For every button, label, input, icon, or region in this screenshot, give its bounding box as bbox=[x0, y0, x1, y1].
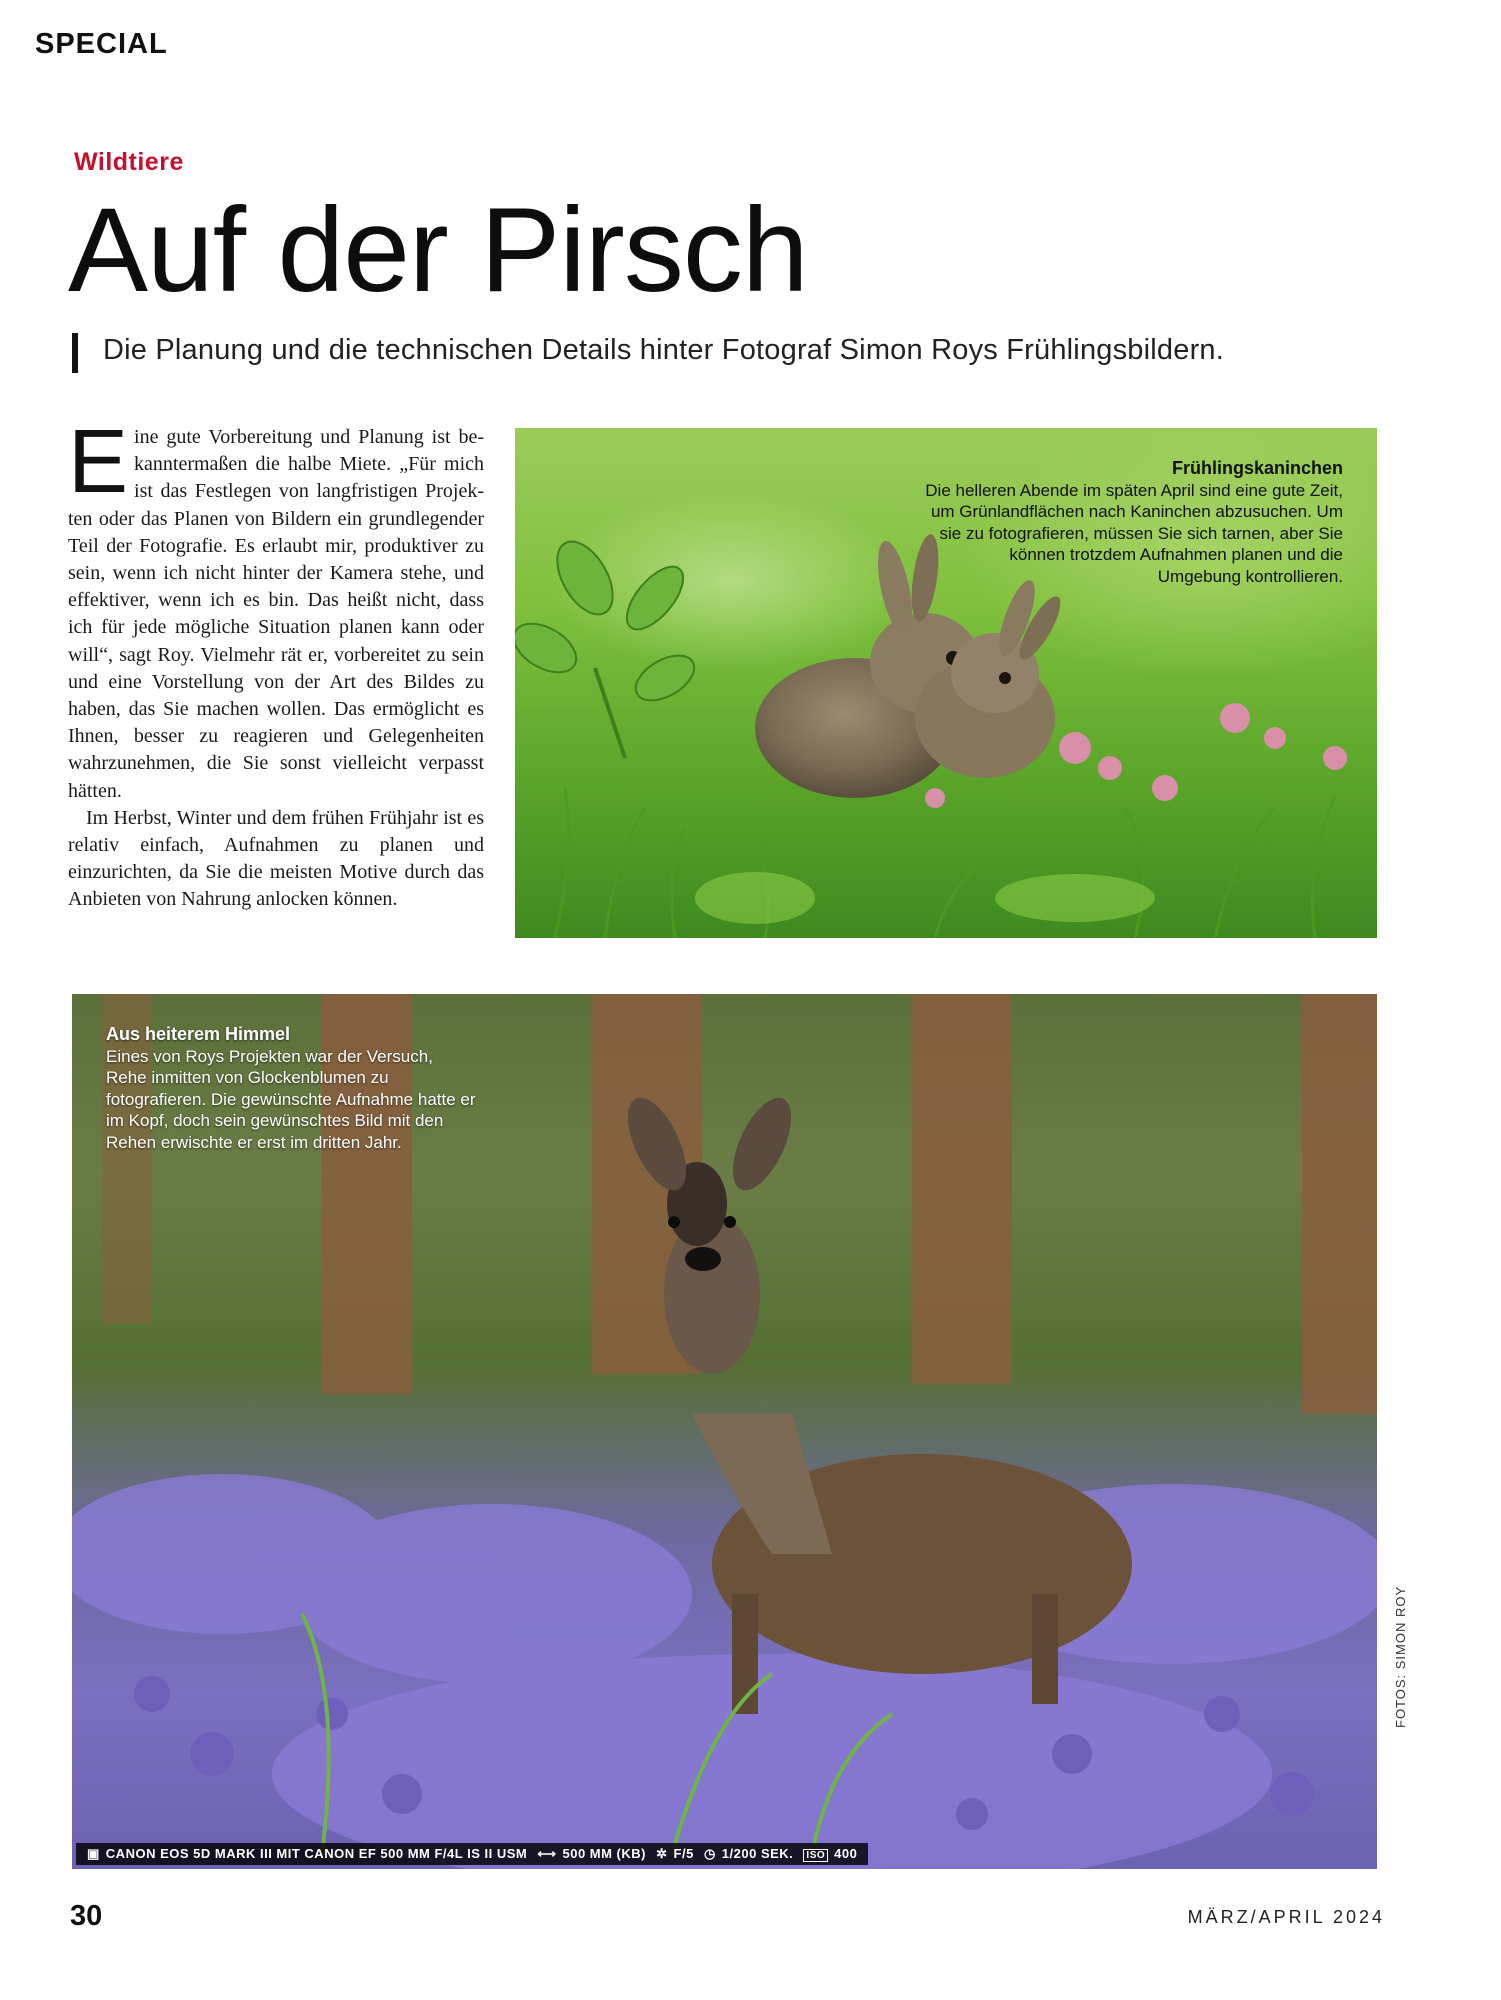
rabbits-caption-title: Frühlingskaninchen bbox=[1171, 458, 1343, 478]
page-number: 30 bbox=[70, 1900, 103, 1932]
drop-cap: E bbox=[68, 412, 129, 512]
exif-shutter: 1/200 SEK. bbox=[721, 1846, 794, 1861]
focal-length-icon: ⟷ bbox=[537, 1846, 557, 1861]
body-text bbox=[68, 412, 484, 914]
iso-label: ISO bbox=[803, 1849, 828, 1862]
shutter-icon: ◷ bbox=[703, 1846, 716, 1861]
deer-photo bbox=[72, 994, 1377, 1869]
article-title: Auf der Pirsch bbox=[68, 183, 808, 317]
deck-bar bbox=[72, 333, 78, 373]
deer-caption-text: Eines von Roys Projekten war der Versuch, Rehe inmitten von Glockenblumen zu fotografieren. Die gewünschte Aufnahme hatte er im Kopf, doch sein gewünschtes Bild mit den Rehen erwischte er erst im dritten Jahr. bbox=[106, 1046, 476, 1152]
camera-icon: ▣ bbox=[87, 1846, 100, 1861]
paragraph-1-text: ine gute Vorbereitung und Planung ist bekanntermaßen die halbe Miete. „Für mich ist das Festlegen von langfristigen Projekten oder das Planen von Bildern ein grundlegender Teil der Fotografie. Es erlaubt mir, produktiver zu sein, wenn ich nicht hinter der Kamera stehe, und effektiver, wenn ich es bin. Das heißt nicht, dass ich für jede mögliche Situation planen kann oder will“, sagt Roy. Vielmehr rät er, vorbereitet zu sein und eine Vorstellung von der Art des Bildes zu haben, das Sie machen wollen. Das ermöglicht es Ihnen, besser zu reagieren und Gelegenheiten wahrzunehmen, die Sie sonst vielleicht verpasst hätten. bbox=[68, 426, 484, 802]
photo-credit: FOTOS: SIMON ROY bbox=[1393, 1585, 1408, 1728]
exif-camera: CANON EOS 5D MARK III MIT CANON EF 500 MM F/4L IS II USM bbox=[105, 1846, 528, 1861]
exif-aperture: F/5 bbox=[673, 1846, 694, 1861]
paragraph-2: Im Herbst, Winter und dem frühen Frühjahr ist es relativ einfach, Aufnahmen zu planen und einzurichten, da Sie die meisten Motive durch das Anbieten von Nahrung anlocken können. bbox=[68, 806, 484, 911]
issue-date: MÄRZ/APRIL 2024 bbox=[1187, 1907, 1385, 1927]
article-deck: Die Planung und die technischen Details hinter Fotograf Simon Roys Frühlingsbildern. bbox=[103, 334, 1225, 366]
article-kicker: Wildtiere bbox=[74, 148, 184, 176]
section-label: SPECIAL bbox=[35, 28, 168, 60]
deer-caption bbox=[106, 1024, 476, 1153]
aperture-icon: ✲ bbox=[656, 1846, 668, 1861]
exif-bar bbox=[76, 1843, 868, 1865]
exif-iso: 400 bbox=[834, 1846, 858, 1861]
paragraph-1 bbox=[68, 412, 484, 805]
exif-focal: 500 MM (KB) bbox=[562, 1846, 646, 1861]
rabbits-photo bbox=[515, 428, 1377, 938]
rabbits-caption bbox=[923, 458, 1343, 587]
deer-caption-title: Aus heiterem Himmel bbox=[106, 1024, 291, 1044]
rabbits-caption-text: Die helleren Abende im späten April sind eine gute Zeit, um Grünlandflächen nach Kaninchen abzusuchen. Um sie zu fotografieren, müssen Sie sich tarnen, aber Sie können trotzdem Aufnahmen planen und die Umgebung kontrollieren. bbox=[925, 480, 1343, 586]
